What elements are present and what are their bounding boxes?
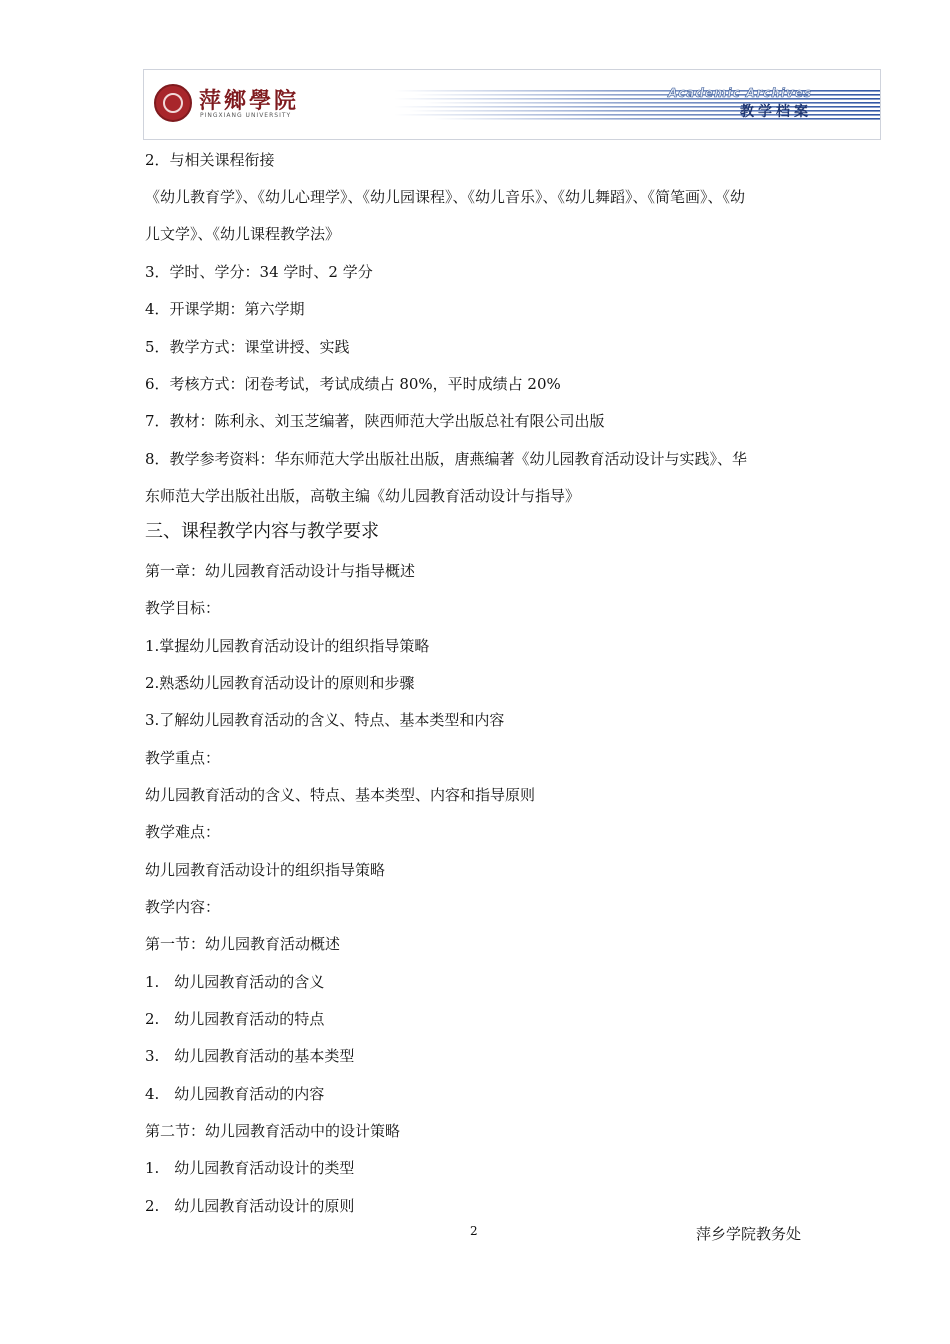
university-logo-subtitle: PINGXIANG UNIVERSITY — [200, 112, 292, 119]
text-line: 幼儿园教育活动设计的组织指导策略 — [145, 861, 386, 879]
text-line: 7．教材：陈利永、刘玉芝编著，陕西师范大学出版总社有限公司出版 — [145, 412, 605, 430]
archive-title-chinese: 教学档案 — [740, 104, 812, 120]
section-heading: 三、课程教学内容与教学要求 — [145, 521, 379, 542]
page-header — [143, 69, 881, 140]
footer-office-name: 萍乡学院教务处 — [696, 1225, 802, 1243]
text-line: 2. 幼儿园教育活动的特点 — [145, 1010, 325, 1028]
text-line: 2．与相关课程衔接 — [145, 151, 275, 169]
text-line: 教学内容： — [145, 898, 221, 916]
page-number: 2 — [470, 1224, 478, 1238]
text-line: 1. 幼儿园教育活动设计的类型 — [145, 1159, 355, 1177]
text-line: 儿文学》、《幼儿课程教学法》 — [145, 225, 341, 243]
text-line: 5．教学方式：课堂讲授、实践 — [145, 338, 350, 356]
university-logo-name: 萍鄉學院 — [199, 88, 300, 114]
text-line: 2.熟悉幼儿园教育活动设计的原则和步骤 — [145, 674, 415, 692]
text-line: 《幼儿教育学》、《幼儿心理学》、《幼儿园课程》、《幼儿音乐》、《幼儿舞蹈》、《简笔画》、《幼 — [145, 188, 746, 206]
text-line: 3.了解幼儿园教育活动的含义、特点、基本类型和内容 — [145, 711, 505, 729]
text-line: 教学目标： — [145, 599, 221, 617]
archive-title-english: Academic Archives — [668, 86, 812, 100]
text-line: 8．教学参考资料：华东师范大学出版社出版，唐燕编著《幼儿园教育活动设计与实践》、华 — [145, 450, 748, 468]
text-line: 2. 幼儿园教育活动设计的原则 — [145, 1197, 355, 1215]
text-line: 第一节：幼儿园教育活动概述 — [145, 935, 341, 953]
text-line: 3. 幼儿园教育活动的基本类型 — [145, 1047, 355, 1065]
text-line: 幼儿园教育活动的含义、特点、基本类型、内容和指导原则 — [145, 786, 536, 804]
university-seal-icon — [154, 84, 192, 122]
text-line: 教学难点： — [145, 823, 221, 841]
text-line: 东师范大学出版社出版，高敬主编《幼儿园教育活动设计与指导》 — [145, 487, 581, 505]
text-line: 第二节：幼儿园教育活动中的设计策略 — [145, 1122, 401, 1140]
text-line: 1. 幼儿园教育活动的含义 — [145, 973, 325, 991]
chapter-title: 第一章：幼儿园教育活动设计与指导概述 — [145, 562, 416, 580]
text-line: 6．考核方式：闭卷考试，考试成绩占 80%，平时成绩占 20% — [145, 375, 561, 393]
text-line: 4. 幼儿园教育活动的内容 — [145, 1085, 325, 1103]
text-line: 1.掌握幼儿园教育活动设计的组织指导策略 — [145, 637, 430, 655]
text-line: 教学重点： — [145, 749, 221, 767]
text-line: 3．学时、学分：34 学时、2 学分 — [145, 263, 373, 281]
text-line: 4．开课学期：第六学期 — [145, 300, 305, 318]
